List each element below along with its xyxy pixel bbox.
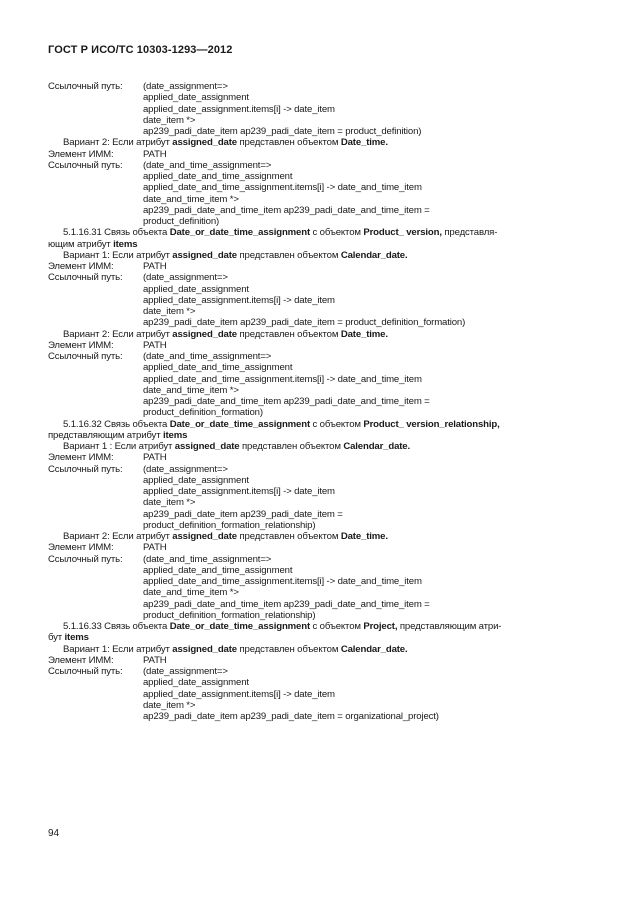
variant-line: Вариант 1 : Если атрибут assigned_date представлен объектом Calendar_date. <box>63 441 411 452</box>
code-line: (date_assignment=> <box>143 463 228 475</box>
section-heading-5-1-16-33: 5.1.16.33 Связь объекта Date_or_date_time_assignment с объектом Project, представляющим атри- <box>63 621 502 632</box>
code-line: (date_assignment=> <box>143 666 228 677</box>
code-line: date_and_time_item *> <box>143 587 239 599</box>
ref-path-row <box>48 160 588 171</box>
imm-element-row <box>48 452 588 463</box>
imm-element-label: Элемент ИММ: <box>48 339 114 351</box>
ref-path-label: Ссылочный путь: <box>48 272 123 284</box>
imm-element-row <box>48 261 588 272</box>
code-line: applied_date_assignment.items[i] -> date_item <box>143 294 335 306</box>
imm-element-label: Элемент ИММ: <box>48 452 114 464</box>
path-value: PATH <box>143 339 167 351</box>
imm-element-row <box>48 149 588 160</box>
path-value: PATH <box>143 148 167 160</box>
variant-line: Вариант 2: Если атрибут assigned_date представлен объектом Date_time. <box>63 137 388 149</box>
code-line: date_and_time_item *> <box>143 384 239 396</box>
ref-path-row <box>48 351 588 362</box>
code-line: ap239_padi_date_and_time_item ap239_padi_date_and_time_item = <box>143 204 430 216</box>
imm-element-row <box>48 340 588 351</box>
variant-line: Вариант 2: Если атрибут assigned_date представлен объектом Date_time. <box>63 531 388 542</box>
path-value: PATH <box>143 542 167 554</box>
ref-path-label: Ссылочный путь: <box>48 666 123 677</box>
code-line: applied_date_assignment <box>143 677 249 689</box>
code-line: ap239_padi_date_item ap239_padi_date_item = <box>143 508 343 520</box>
document-header: ГОСТ Р ИСО/ТС 10303-1293—2012 <box>48 44 233 56</box>
path-value: PATH <box>143 452 167 464</box>
code-line: applied_date_and_time_assignment.items[i] -> date_and_time_item <box>143 373 422 385</box>
ref-path-row <box>48 554 588 565</box>
code-line: ap239_padi_date_and_time_item ap239_padi_date_and_time_item = <box>143 396 430 407</box>
code-line: (date_and_time_assignment=> <box>143 553 272 565</box>
code-line: applied_date_assignment.items[i] -> date_item <box>143 688 335 700</box>
code-line: applied_date_and_time_assignment <box>143 564 293 576</box>
code-line: applied_date_and_time_assignment.items[i] -> date_and_time_item <box>143 576 422 587</box>
ref-path-row <box>48 272 588 283</box>
ref-path-row <box>48 666 588 677</box>
section-heading-continuation: бут items <box>48 632 89 644</box>
section-heading-continuation: представляющим атрибут items <box>48 429 188 441</box>
code-line: product_definition_formation_relationship) <box>143 519 316 531</box>
code-line: applied_date_and_time_assignment <box>143 171 293 182</box>
code-line: applied_date_assignment <box>143 92 249 104</box>
code-line: (date_assignment=> <box>143 81 228 92</box>
document-body <box>48 81 588 722</box>
code-line: (date_assignment=> <box>143 272 228 284</box>
code-line: applied_date_assignment.items[i] -> date_item <box>143 486 335 497</box>
code-line: (date_and_time_assignment=> <box>143 159 272 171</box>
code-line: ap239_padi_date_item ap239_padi_date_item = product_definition_formation) <box>143 317 466 329</box>
ref-path-label: Ссылочный путь: <box>48 463 123 475</box>
imm-element-label: Элемент ИММ: <box>48 148 114 160</box>
imm-element-label: Элемент ИММ: <box>48 542 114 554</box>
code-line: date_item *> <box>143 699 196 711</box>
code-line: date_item *> <box>143 114 196 126</box>
code-line: ap239_padi_date_and_time_item ap239_padi_date_and_time_item = <box>143 598 430 610</box>
code-line: applied_date_and_time_assignment <box>143 362 293 374</box>
code-line: date_and_time_item *> <box>143 193 239 205</box>
code-line: (date_and_time_assignment=> <box>143 351 272 362</box>
variant-line: Вариант 1: Если атрибут assigned_date представлен объектом Calendar_date. <box>63 249 408 261</box>
ref-path-label: Ссылочный путь: <box>48 159 123 171</box>
page-number: 94 <box>48 828 60 839</box>
code-line: applied_date_assignment <box>143 283 249 295</box>
code-line: product_definition_formation) <box>143 407 263 419</box>
section-heading-5-1-16-32: 5.1.16.32 Связь объекта Date_or_date_time_assignment с объектом Product_ version_relationship, <box>63 418 500 430</box>
section-heading-5-1-16-31: 5.1.16.31 Связь объекта Date_or_date_time_assignment с объектом Product_ version, представля- <box>63 227 498 239</box>
path-value: PATH <box>143 654 167 666</box>
variant-line: Вариант 2: Если атрибут assigned_date представлен объектом Date_time. <box>63 328 388 340</box>
code-line: applied_date_and_time_assignment.items[i] -> date_and_time_item <box>143 182 422 194</box>
code-line: date_item *> <box>143 306 196 317</box>
ref-path-label: Ссылочный путь: <box>48 81 123 92</box>
code-line: product_definition) <box>143 216 220 227</box>
imm-element-row <box>48 542 588 553</box>
variant-line: Вариант 1: Если атрибут assigned_date представлен объектом Calendar_date. <box>63 643 408 655</box>
code-line: ap239_padi_date_item ap239_padi_date_item = product_definition) <box>143 126 422 137</box>
path-value: PATH <box>143 261 167 272</box>
code-line: applied_date_assignment <box>143 474 249 486</box>
ref-path-label: Ссылочный путь: <box>48 553 123 565</box>
ref-path-label: Ссылочный путь: <box>48 351 123 362</box>
code-line: applied_date_assignment.items[i] -> date_item <box>143 103 335 115</box>
imm-element-label: Элемент ИММ: <box>48 261 114 272</box>
imm-element-row <box>48 655 588 666</box>
code-line: product_definition_formation_relationship) <box>143 609 316 621</box>
code-line: date_item *> <box>143 497 196 509</box>
section-heading-continuation: ющим атрибут items <box>48 238 138 250</box>
ref-path-row <box>48 81 588 92</box>
imm-element-label: Элемент ИММ: <box>48 654 114 666</box>
code-line: ap239_padi_date_item ap239_padi_date_item = organizational_project) <box>143 711 439 722</box>
ref-path-row <box>48 464 588 475</box>
